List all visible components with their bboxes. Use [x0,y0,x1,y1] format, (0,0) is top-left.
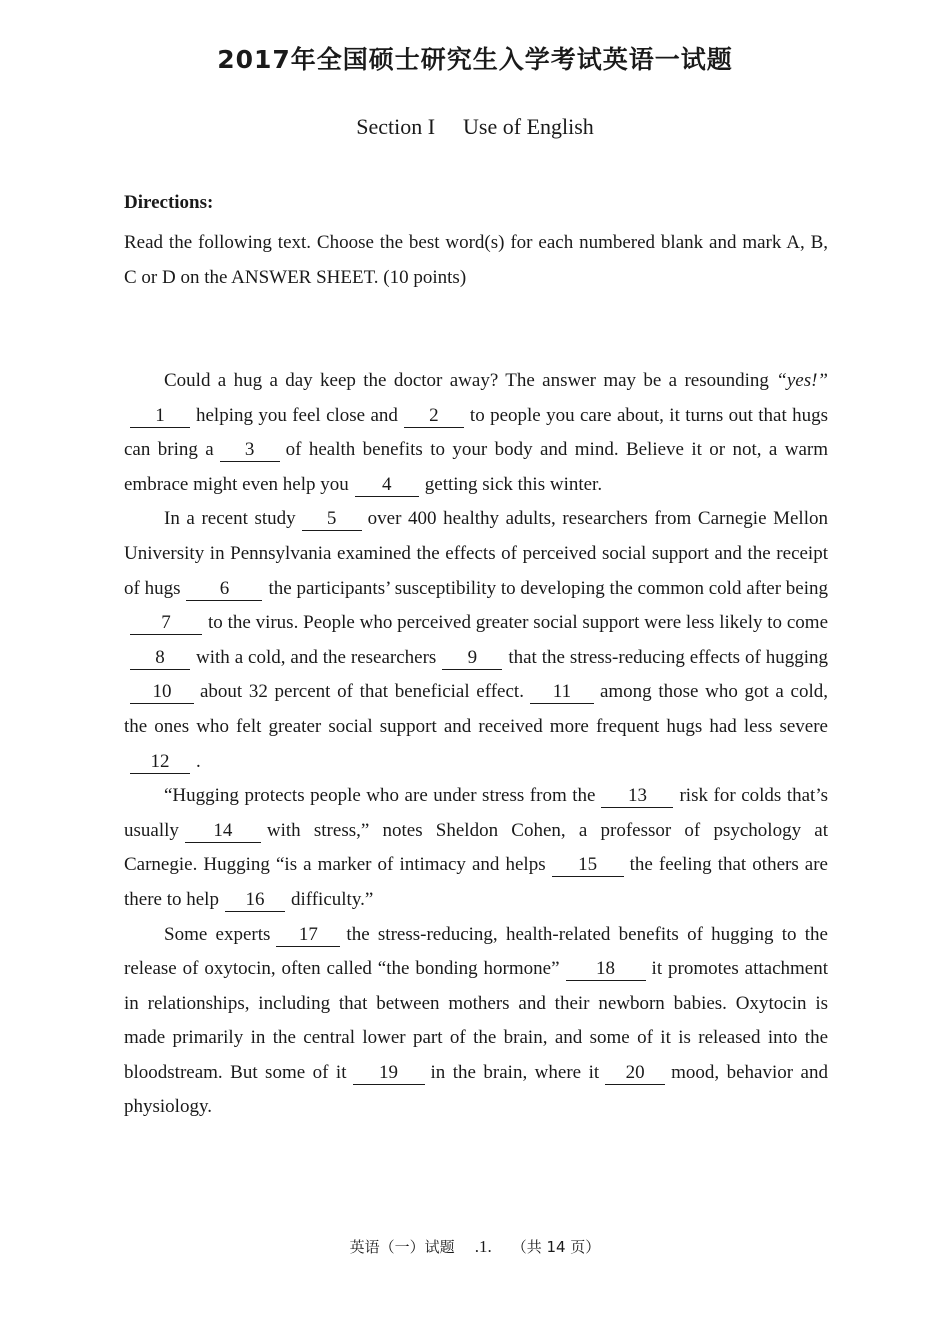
page-title: 2017年全国硕士研究生入学考试英语一试题 [217,45,733,74]
blank-4: 4 [355,474,419,497]
text-run: mood, behavior and physiology. [124,1061,828,1118]
paragraph-1 [124,364,828,502]
text-run: with a cold, and the researchers [196,646,437,668]
blank-19: 19 [353,1062,425,1085]
text-run: in the brain, where it [430,1061,600,1083]
text-run: to people you care about, it turns out that hugs can bring a [124,404,828,461]
cloze-passage [124,364,828,1125]
blank-8: 8 [130,647,190,670]
blank-10: 10 [130,681,194,704]
paragraph-2 [124,502,828,779]
blank-9: 9 [442,647,502,670]
paragraph-4 [124,918,828,1126]
text-run: “Hugging protects people who are under stress from the [164,785,596,807]
directions-text: Read the following text. Choose the best word(s) for each numbered blank and mark A, B, C or D on the ANSWER SHEET. (10 points) [124,232,828,288]
blank-3: 3 [220,439,280,462]
text-run: about 32 percent of that beneficial effect. [200,681,524,703]
text-run: the participants’ susceptibility to developing the common cold after being [268,577,828,599]
text-run: of health benefits to your body and mind. Believe it or not, a warm embrace might even help you [124,439,828,495]
blank-11: 11 [530,681,594,704]
text-run: with stress,” notes Sheldon Cohen, a professor of psychology at Carnegie. Hugging “is a marker of intimacy and helps [124,819,828,876]
text-run: Could a hug a day keep the doctor away? The answer may be a resounding [164,370,777,391]
text-run: over 400 healthy adults, researchers from Carnegie Mellon University in Pennsylvania examined the effects of perceived social support and the receipt of hugs [124,508,828,599]
blank-5: 5 [302,508,362,531]
blank-18: 18 [566,958,646,981]
quote-yes: “yes!” [776,370,828,391]
blank-16: 16 [225,889,285,912]
page-footer [0,1236,950,1257]
text-run: risk for colds that’s usually [124,785,828,841]
blank-13: 13 [601,785,673,808]
text-run: among those who got a cold, the ones who felt greater social support and received more frequent hugs had less severe [124,681,828,737]
blank-1: 1 [130,405,190,428]
text-run: the stress-reducing, health-related benefits of hugging to the release of oxytocin, often called “the bonding hormone” [124,923,828,980]
footer-page-number: .1. [474,1237,492,1256]
blank-7: 7 [130,612,202,635]
section-heading [0,114,950,140]
blank-17: 17 [276,924,340,947]
section-name: Use of English [463,114,594,139]
text-run: to the virus. People who perceived greater social support were less likely to come [208,612,828,634]
blank-2: 2 [404,405,464,428]
text-run: getting sick this winter. [424,473,603,495]
blank-12: 12 [130,751,190,774]
footer-total-pages: （共 14 页） [511,1238,601,1256]
text-run: it promotes attachment in relationships, including that between mothers and their newborn babies. Oxytocin is made primarily in the central lower part of the brain, and some of it is released into the bloodstream. But some of it [124,958,829,1083]
directions-heading: Directions: [124,192,214,213]
blank-15: 15 [552,854,624,877]
paragraph-3 [124,779,828,917]
section-number: Section I [356,114,436,139]
text-run: difficulty.” [290,888,374,910]
blank-14: 14 [185,820,261,843]
text-run: the feeling that others are there to help [124,854,828,910]
blank-20: 20 [605,1062,665,1085]
text-run: that the stress-reducing effects of hugging [508,646,828,668]
text-run: . [196,750,201,772]
blank-6: 6 [186,578,262,601]
footer-exam-label: 英语（一）试题 [349,1238,455,1256]
text-run: In a recent study [164,508,296,530]
text-run: helping you feel close and [196,404,398,426]
text-run: Some experts [164,923,271,945]
